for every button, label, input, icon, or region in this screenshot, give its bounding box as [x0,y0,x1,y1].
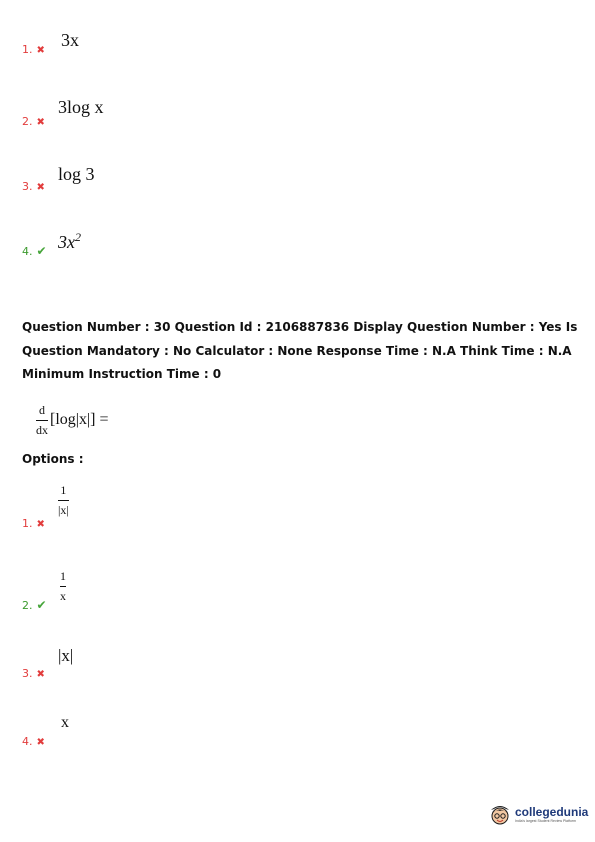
fraction-numerator: 1 [60,483,67,497]
mascot-icon [488,801,512,827]
logo-name: collegedunia [515,805,589,819]
logo-tagline: India's largest Student Review Platform [515,819,576,823]
fraction-bar [36,420,48,421]
question-stem [36,404,109,436]
option-number: 4. [22,245,33,258]
option-number: 1. [22,43,33,56]
collegedunia-logo [488,801,588,827]
fraction-denominator: |x| [58,503,69,517]
wrong-mark-icon: ✖ [36,519,45,530]
option-3 [22,662,45,681]
option-number: 3. [22,180,33,193]
wrong-mark-icon: ✖ [36,669,45,680]
wrong-mark-icon: ✖ [36,45,45,56]
expression-base: 3x [58,232,75,252]
prev-option-3-text: log 3 [58,164,95,184]
option-number: 2. [22,599,33,612]
option-1 [22,512,45,531]
fraction-numerator: 1 [60,569,66,583]
option-1-fraction [58,484,69,516]
check-mark-icon: ✔ [36,598,47,612]
options-label: Options : [22,452,84,466]
option-3-text: |x| [58,646,74,665]
wrong-mark-icon: ✖ [36,182,45,193]
prev-option-2 [22,110,45,129]
option-2-fraction [60,570,66,602]
derivative-fraction [36,404,48,436]
prev-option-4-text [58,230,81,253]
prev-option-1 [22,38,45,57]
check-mark-icon: ✔ [36,244,47,258]
wrong-mark-icon: ✖ [36,117,45,128]
prev-option-1-text: 3x [61,30,79,50]
expression-exponent: 2 [75,230,81,244]
fraction-bar [58,500,69,501]
option-2 [22,594,47,613]
fraction-denominator: x [60,589,66,603]
derivative-numerator: d [39,403,45,417]
question-meta: Question Number : 30 Question Id : 2106887836 Display Question Number : Yes Is Question Mandatory : No Calculator : None Response Time : N.A Think Time : N.A Minimum Instruction Time : 0 [22,320,578,381]
option-number: 2. [22,115,33,128]
prev-option-3 [22,175,45,194]
prev-option-4 [22,240,47,259]
wrong-mark-icon: ✖ [36,737,45,748]
option-4 [22,730,45,749]
option-4-text: x [61,714,69,731]
fraction-bar [60,586,66,587]
option-number: 3. [22,667,33,680]
option-number: 1. [22,517,33,530]
option-number: 4. [22,735,33,748]
derivative-denominator: dx [36,423,48,437]
question-expression: [log|x|] = [50,411,109,428]
prev-option-2-text: 3log x [58,97,104,117]
